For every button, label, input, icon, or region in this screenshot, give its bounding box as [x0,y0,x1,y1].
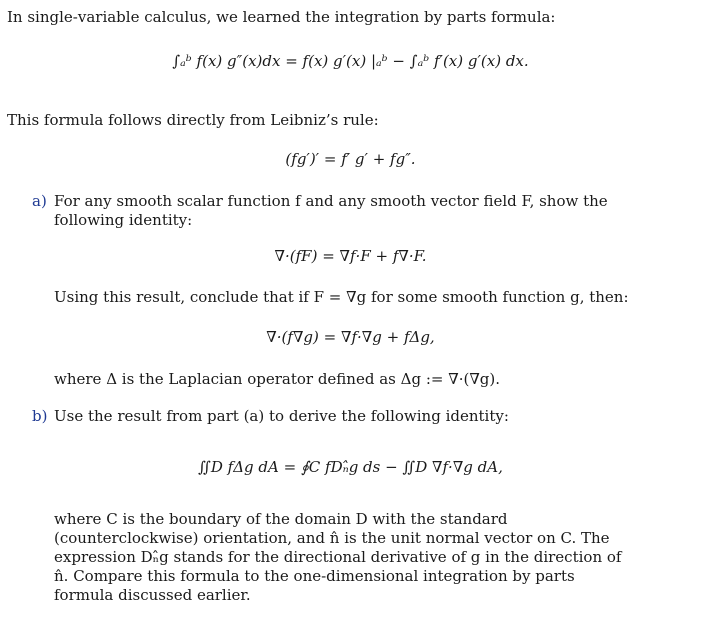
leibniz-paragraph: This formula follows directly from Leibniz’s rule: [7,111,379,129]
part-a-text: For any smooth scalar function f and any smooth vector field F, show the following identity: [54,192,608,229]
part-a-conclusion-text: Using this result, conclude that if F = ∇g for some smooth function g, then: [54,288,629,306]
part-b-text: Use the result from part (a) to derive the following identity: [54,407,509,425]
leibniz-rule-equation: (fg′)′ = f′ g′ + fg″. [285,150,416,168]
part-b-label: b) [32,407,48,425]
laplacian-definition-text: where Δ is the Laplacian operator defined as Δg := ∇·(∇g). [54,370,501,388]
intro-paragraph: In single-variable calculus, we learned the integration by parts formula: [7,8,556,26]
greens-identity-equation: ∬D fΔg dA = ∮C fDₙ̂g ds − ∬D ∇f·∇g dA, [198,458,503,476]
divergence-product-identity: ∇·(fF) = ∇f·F + f∇·F. [274,247,427,265]
laplacian-identity: ∇·(f∇g) = ∇f·∇g + fΔg, [266,328,435,346]
integration-by-parts-formula: ∫ₐᵇ f(x) g″(x)dx = f(x) g′(x) |ₐᵇ − ∫ₐᵇ f′(x) g′(x) dx. [172,52,529,70]
part-b-explanation-text: where C is the boundary of the domain D with the standard (counterclockwise) orientation, and n̂ is the unit normal vector on C. The expression Dₙ̂g stands for the directional derivative of g in the direction of n̂. Compare this formula to the one-dimensional integration by parts formula discussed earlier. [54,510,622,604]
part-a-label: a) [32,192,47,210]
